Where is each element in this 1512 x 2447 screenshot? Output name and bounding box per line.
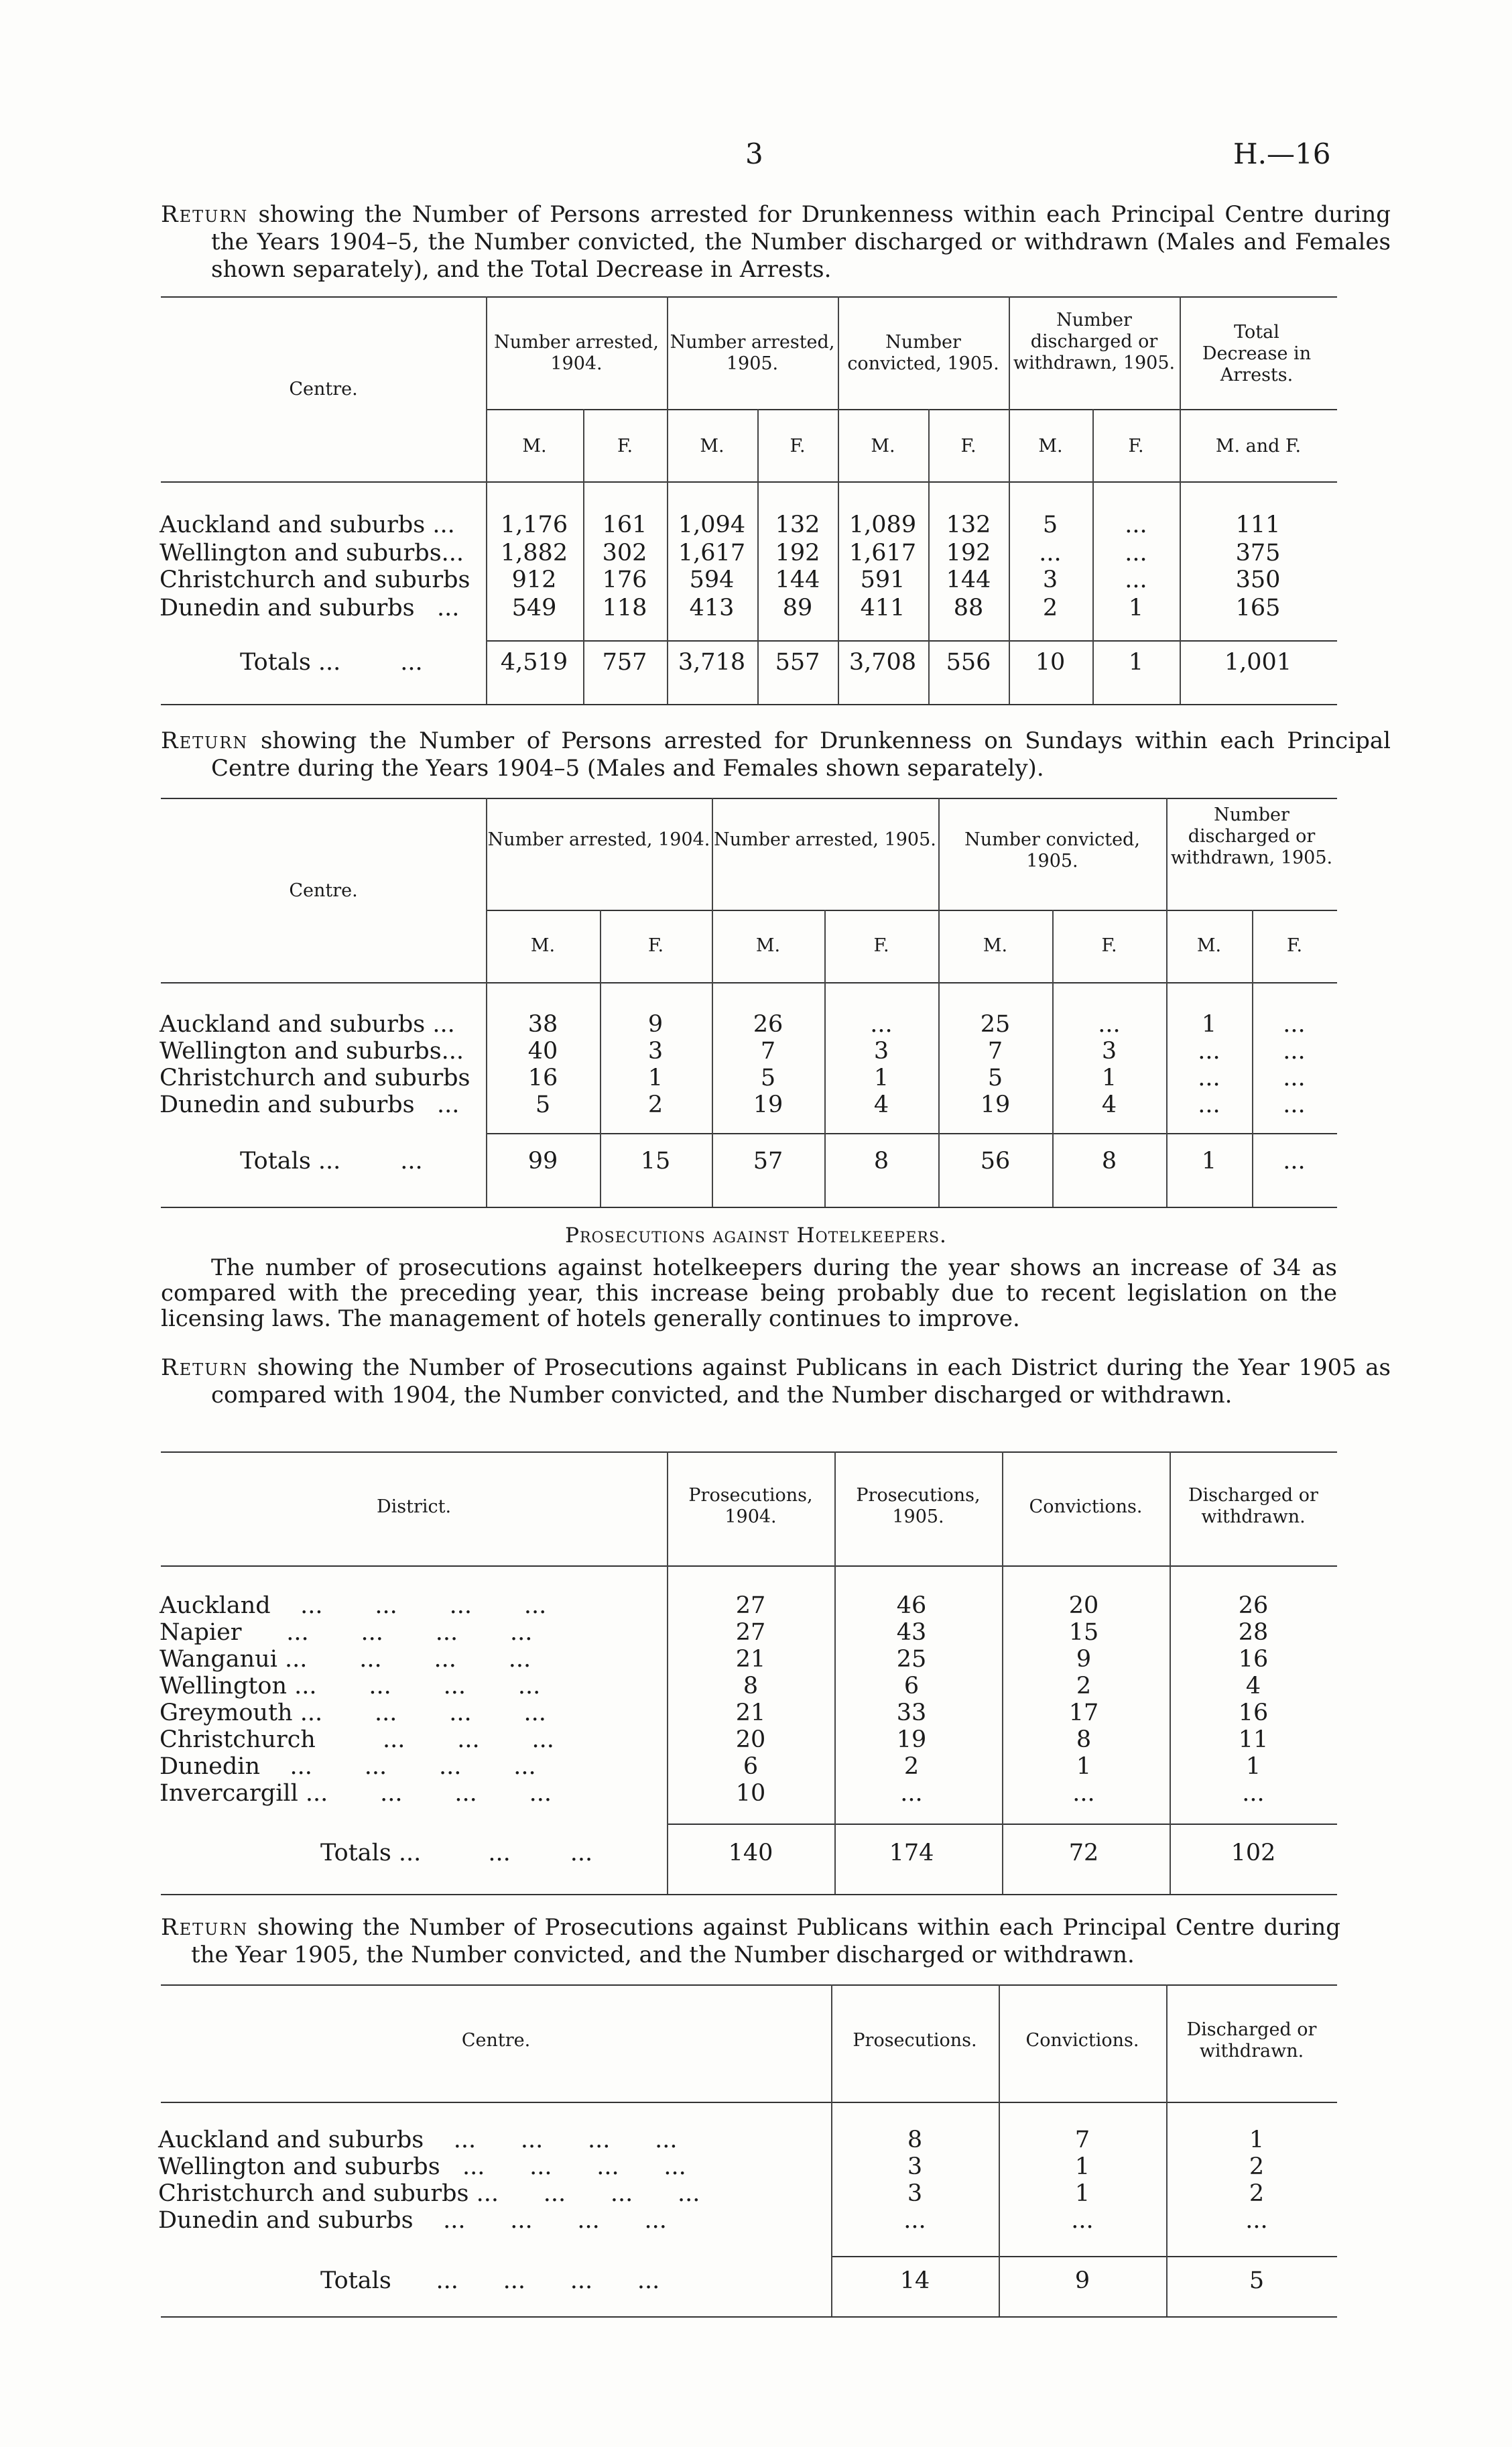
totals-value: 102 — [1231, 1840, 1276, 1866]
cell-value: 15 — [1068, 1619, 1099, 1646]
table4-col-convictions: Convictions. — [1025, 2030, 1139, 2051]
cell-value: 5 — [987, 1065, 1003, 1091]
table2-top-rule — [161, 798, 1337, 799]
table4-caption — [161, 1914, 1340, 1969]
table3-caption-text: showing the Number of Prosecutions against Publicans in each District during the Year 1905 as compared with 1904, the Number convicted, and the Number discharged or withdrawn. — [211, 1354, 1391, 1409]
cell-value: 17 — [1068, 1699, 1099, 1726]
cell-value: 413 — [689, 595, 735, 621]
table1-sub-f: F. — [617, 436, 633, 457]
cell-value: 16 — [527, 1065, 558, 1091]
table2-vline — [486, 798, 487, 1207]
prosecutions-heading: Prosecutions against Hotelkeepers. — [565, 1224, 947, 1248]
cell-value: 2 — [1076, 1673, 1092, 1699]
cell-value: 25 — [980, 1011, 1011, 1038]
cell-value: 3 — [1042, 566, 1058, 593]
cell-value: 132 — [946, 512, 991, 538]
table2-subhead-rule — [486, 910, 1337, 911]
cell-value: 40 — [527, 1038, 558, 1065]
totals-value: 757 — [602, 649, 647, 676]
cell-value: 46 — [896, 1592, 927, 1619]
table2-sub-m: M. — [1196, 935, 1222, 956]
table1-sub-m-and-f: M. and F. — [1215, 436, 1302, 457]
cell-value: ... — [870, 1011, 893, 1038]
cell-value: ... — [1283, 1065, 1306, 1091]
totals-value: 8 — [873, 1148, 889, 1175]
cell-value: 302 — [602, 540, 647, 566]
table2-col-arrested-1904: Number arrested, 1904. — [487, 829, 710, 850]
row-label: Auckland and suburbs ... — [160, 1011, 455, 1038]
totals-value: 5 — [1249, 2267, 1265, 2294]
row-label: Christchurch and suburbs — [160, 566, 470, 593]
cell-value: 20 — [735, 1726, 766, 1753]
table1-subhead-rule — [486, 409, 1337, 410]
totals-value: 4,519 — [500, 649, 568, 676]
cell-value: ... — [1072, 1780, 1095, 1807]
row-label: Wanganui ... ... ... ... — [160, 1646, 531, 1673]
totals-value: 99 — [527, 1148, 558, 1175]
table4-totals-rule — [831, 2256, 1337, 2257]
cell-value: 411 — [860, 595, 905, 621]
table2-caption-text: showing the Number of Persons arrested for Drunkenness on Sundays within each Principal Centre during the Years 1904–5 (Males and Females shown separately). — [211, 727, 1391, 782]
table3-col-prosecutions-1905: Prosecutions, 1905. — [856, 1485, 981, 1527]
totals-label: Totals ... ... — [240, 1148, 423, 1175]
row-label: Auckland and suburbs ... ... ... ... — [158, 2127, 678, 2153]
table1-sub-f: F. — [960, 436, 976, 457]
row-label: Wellington ... ... ... ... — [160, 1673, 541, 1699]
cell-value: 1,094 — [678, 512, 746, 538]
cell-value: 2 — [1249, 2153, 1265, 2180]
totals-value: 15 — [640, 1148, 671, 1175]
cell-value: 132 — [775, 512, 820, 538]
totals-value: ... — [1283, 1148, 1306, 1175]
table1-col-discharged-1905: Number discharged or withdrawn, 1905. — [1013, 310, 1176, 373]
cell-value: 4 — [1245, 1673, 1261, 1699]
table2-sub-f: F. — [647, 935, 664, 956]
cell-value: 4 — [1101, 1091, 1117, 1118]
cell-value: ... — [1242, 1780, 1265, 1807]
table4-vline — [1166, 1984, 1168, 2316]
totals-value: 140 — [728, 1840, 773, 1866]
totals-value: 14 — [899, 2267, 930, 2294]
table4-top-rule — [161, 1984, 1337, 1986]
cell-value: 2 — [1042, 595, 1058, 621]
cell-value: 19 — [980, 1091, 1011, 1118]
cell-value: 144 — [775, 566, 820, 593]
cell-value: 118 — [602, 595, 647, 621]
totals-value: 10 — [1035, 649, 1066, 676]
cell-value: 5 — [1042, 512, 1058, 538]
cell-value: 1,089 — [848, 512, 917, 538]
cell-value: 3 — [647, 1038, 664, 1065]
table3-caption-lead: Return — [161, 1354, 249, 1381]
table3-bottom-rule — [161, 1894, 1337, 1895]
row-label: Wellington and suburbs... — [160, 540, 464, 566]
totals-value: 1 — [1201, 1148, 1217, 1175]
cell-value: ... — [1283, 1011, 1306, 1038]
cell-value: ... — [900, 1780, 923, 1807]
document-reference: H.—16 — [1233, 137, 1331, 170]
row-label: Dunedin and suburbs ... ... ... ... — [158, 2207, 667, 2234]
cell-value: 3 — [907, 2153, 923, 2180]
cell-value: 591 — [860, 566, 905, 593]
cell-value: 549 — [511, 595, 557, 621]
totals-label: Totals ... ... ... ... — [320, 2267, 660, 2294]
table2-sub-m: M. — [983, 935, 1008, 956]
row-label: Wellington and suburbs... — [160, 1038, 464, 1065]
table2-sub-f: F. — [1101, 935, 1117, 956]
table1-totals-rule — [486, 640, 1337, 642]
cell-value: 16 — [1238, 1699, 1269, 1726]
cell-value: 1 — [1074, 2153, 1090, 2180]
table2-caption — [161, 727, 1391, 782]
cell-value: 2 — [1249, 2180, 1265, 2207]
cell-value: 375 — [1235, 540, 1281, 566]
totals-value: 3,708 — [848, 649, 917, 676]
table1-caption — [161, 201, 1391, 284]
table3-head-rule — [161, 1565, 1337, 1567]
table2-caption-lead: Return — [161, 727, 249, 754]
cell-value: ... — [1039, 540, 1062, 566]
table1-sub-m: M. — [871, 436, 895, 457]
table4-caption-text: showing the Number of Prosecutions against Publicans within each Principal Centre during the Year 1905, the Number convicted, and the Number discharged or withdrawn. — [191, 1914, 1340, 1968]
table1-sub-f: F. — [1128, 436, 1144, 457]
cell-value: 19 — [896, 1726, 927, 1753]
cell-value: 43 — [896, 1619, 927, 1646]
cell-value: 1 — [1074, 2180, 1090, 2207]
totals-value: 56 — [980, 1148, 1011, 1175]
cell-value: 21 — [735, 1646, 766, 1673]
table3-col-prosecutions-1904: Prosecutions, 1904. — [688, 1485, 813, 1527]
cell-value: 1 — [1076, 1753, 1092, 1780]
cell-value: 8 — [743, 1673, 759, 1699]
cell-value: 3 — [1101, 1038, 1117, 1065]
cell-value: 9 — [1076, 1646, 1092, 1673]
table4-col-discharged: Discharged or withdrawn. — [1186, 2019, 1317, 2062]
cell-value: ... — [1245, 2207, 1268, 2234]
row-label: Greymouth ... ... ... ... — [160, 1699, 546, 1726]
table1-caption-lead: Return — [161, 201, 249, 228]
totals-value: 556 — [946, 649, 991, 676]
cell-value: 27 — [735, 1592, 766, 1619]
cell-value: 6 — [903, 1673, 920, 1699]
cell-value: 89 — [782, 595, 813, 621]
cell-value: 1 — [1245, 1753, 1261, 1780]
table3-col-discharged: Discharged or withdrawn. — [1188, 1485, 1318, 1527]
table3-vline — [667, 1451, 668, 1894]
table2-col-discharged-1905: Number discharged or withdrawn, 1905. — [1170, 804, 1333, 868]
cell-value: 7 — [760, 1038, 776, 1065]
table1-top-rule — [161, 296, 1337, 298]
cell-value: 144 — [946, 566, 991, 593]
cell-value: 4 — [873, 1091, 889, 1118]
cell-value: 25 — [896, 1646, 927, 1673]
table2-totals-rule — [486, 1133, 1337, 1134]
table1-col-arrested-1905: Number arrested, 1905. — [670, 332, 835, 374]
cell-value: 8 — [1076, 1726, 1092, 1753]
table2-sub-f: F. — [1286, 935, 1303, 956]
table1-col-convicted-1905: Number convicted, 1905. — [847, 332, 999, 374]
cell-value: ... — [1283, 1091, 1306, 1118]
table3-vline — [1170, 1451, 1171, 1894]
page-number: 3 — [745, 137, 763, 170]
cell-value: ... — [1198, 1038, 1220, 1065]
cell-value: 26 — [753, 1011, 783, 1038]
totals-value: 9 — [1074, 2267, 1090, 2294]
cell-value: 1 — [1201, 1011, 1217, 1038]
cell-value: 1,617 — [678, 540, 746, 566]
table2-head-rule — [161, 982, 1337, 983]
table2-col-arrested-1905: Number arrested, 1905. — [714, 829, 936, 850]
cell-value: 1,882 — [500, 540, 568, 566]
cell-value: 1 — [1128, 595, 1144, 621]
totals-value: 57 — [753, 1148, 783, 1175]
totals-value: 174 — [889, 1840, 934, 1866]
row-label: Invercargill ... ... ... ... — [160, 1780, 552, 1807]
cell-value: 350 — [1235, 566, 1281, 593]
cell-value: ... — [1283, 1038, 1306, 1065]
cell-value: 7 — [987, 1038, 1003, 1065]
row-label: Christchurch ... ... ... — [160, 1726, 554, 1753]
cell-value: ... — [1098, 1011, 1121, 1038]
table4-bottom-rule — [161, 2316, 1337, 2318]
cell-value: 33 — [896, 1699, 927, 1726]
cell-value: ... — [1071, 2207, 1094, 2234]
table1-col-total-decrease: Total Decrease in Arrests. — [1202, 322, 1312, 385]
cell-value: 912 — [511, 566, 557, 593]
table2-sub-f: F. — [873, 935, 889, 956]
cell-value: 1 — [1249, 2127, 1265, 2153]
table1-bottom-rule — [161, 704, 1337, 705]
totals-value: 557 — [775, 649, 820, 676]
cell-value: 11 — [1238, 1726, 1269, 1753]
cell-value: ... — [1125, 540, 1147, 566]
table3-col-convictions: Convictions. — [1029, 1496, 1143, 1517]
table1-sub-m: M. — [522, 436, 547, 457]
table2-bottom-rule — [161, 1207, 1337, 1208]
row-label: Auckland ... ... ... ... — [160, 1592, 547, 1619]
cell-value: 5 — [760, 1065, 776, 1091]
table2-col-convicted-1905: Number convicted, 1905. — [964, 829, 1140, 872]
table1-sub-m: M. — [1038, 436, 1063, 457]
cell-value: 27 — [735, 1619, 766, 1646]
cell-value: 26 — [1238, 1592, 1269, 1619]
table1-col-centre: Centre. — [289, 379, 358, 400]
cell-value: 594 — [689, 566, 735, 593]
row-label: Dunedin and suburbs ... — [160, 595, 460, 621]
table2-sub-m: M. — [530, 935, 556, 956]
cell-value: 9 — [647, 1011, 664, 1038]
table1-col-arrested-1904: Number arrested, 1904. — [494, 332, 659, 374]
cell-value: 7 — [1074, 2127, 1090, 2153]
cell-value: ... — [1125, 512, 1147, 538]
totals-label: Totals ... ... — [240, 649, 423, 676]
cell-value: 176 — [602, 566, 647, 593]
row-label: Auckland and suburbs ... — [160, 512, 455, 538]
cell-value: 8 — [907, 2127, 923, 2153]
cell-value: 192 — [775, 540, 820, 566]
table2-sub-m: M. — [755, 935, 781, 956]
row-label: Christchurch and suburbs — [160, 1065, 470, 1091]
table4-head-rule — [161, 2102, 1337, 2103]
cell-value: 1 — [647, 1065, 664, 1091]
cell-value: 19 — [753, 1091, 783, 1118]
cell-value: 2 — [903, 1753, 920, 1780]
cell-value: 88 — [953, 595, 984, 621]
cell-value: 1 — [873, 1065, 889, 1091]
cell-value: 21 — [735, 1699, 766, 1726]
table4-col-centre: Centre. — [461, 2030, 531, 2051]
cell-value: 161 — [602, 512, 647, 538]
cell-value: 10 — [735, 1780, 766, 1807]
cell-value: ... — [1125, 566, 1147, 593]
totals-value: 72 — [1068, 1840, 1099, 1866]
row-label: Wellington and suburbs ... ... ... ... — [158, 2153, 686, 2180]
cell-value: ... — [1198, 1065, 1220, 1091]
table1-vline — [1180, 296, 1181, 704]
totals-value: 1,001 — [1224, 649, 1292, 676]
cell-value: 192 — [946, 540, 991, 566]
row-label: Dunedin ... ... ... ... — [160, 1753, 536, 1780]
totals-label: Totals ... ... ... — [320, 1840, 593, 1866]
cell-value: ... — [903, 2207, 926, 2234]
table1-caption-text: showing the Number of Persons arrested for Drunkenness within each Principal Centre during the Years 1904–5, the Number convicted, the Number discharged or withdrawn (Males and Females shown separately), and the Total Decrease in Arrests. — [211, 201, 1391, 283]
table2-vline — [712, 798, 713, 1207]
cell-value: 20 — [1068, 1592, 1099, 1619]
cell-value: 28 — [1238, 1619, 1269, 1646]
cell-value: 16 — [1238, 1646, 1269, 1673]
cell-value: 3 — [907, 2180, 923, 2207]
totals-value: 1 — [1128, 649, 1144, 676]
prosecutions-paragraph: The number of prosecutions against hotelkeepers during the year shows an increase of 34 as compared with the preceding year, this increase being probably due to recent legislation on the licensing laws. The management of hotels generally continues to improve. — [161, 1254, 1337, 1332]
table4-caption-lead: Return — [161, 1914, 249, 1941]
cell-value: 1,617 — [848, 540, 917, 566]
table3-top-rule — [161, 1451, 1337, 1453]
cell-value: 1,176 — [500, 512, 568, 538]
cell-value: 2 — [647, 1091, 664, 1118]
cell-value: 165 — [1235, 595, 1281, 621]
cell-value: 3 — [873, 1038, 889, 1065]
row-label: Napier ... ... ... ... — [160, 1619, 533, 1646]
cell-value: ... — [1198, 1091, 1220, 1118]
row-label: Dunedin and suburbs ... — [160, 1091, 460, 1118]
row-label: Christchurch and suburbs ... ... ... ... — [158, 2180, 700, 2207]
cell-value: 5 — [535, 1091, 551, 1118]
cell-value: 38 — [527, 1011, 558, 1038]
cell-value: 6 — [743, 1753, 759, 1780]
table4-col-prosecutions: Prosecutions. — [853, 2030, 977, 2051]
table1-sub-f: F. — [790, 436, 806, 457]
cell-value: 1 — [1101, 1065, 1117, 1091]
totals-value: 3,718 — [678, 649, 746, 676]
table1-head-rule — [161, 481, 1337, 483]
table1-sub-m: M. — [700, 436, 724, 457]
cell-value: 111 — [1235, 512, 1281, 538]
totals-value: 8 — [1101, 1148, 1117, 1175]
table3-col-district: District. — [376, 1496, 452, 1517]
table3-caption — [161, 1354, 1391, 1409]
table2-col-centre: Centre. — [289, 880, 358, 901]
